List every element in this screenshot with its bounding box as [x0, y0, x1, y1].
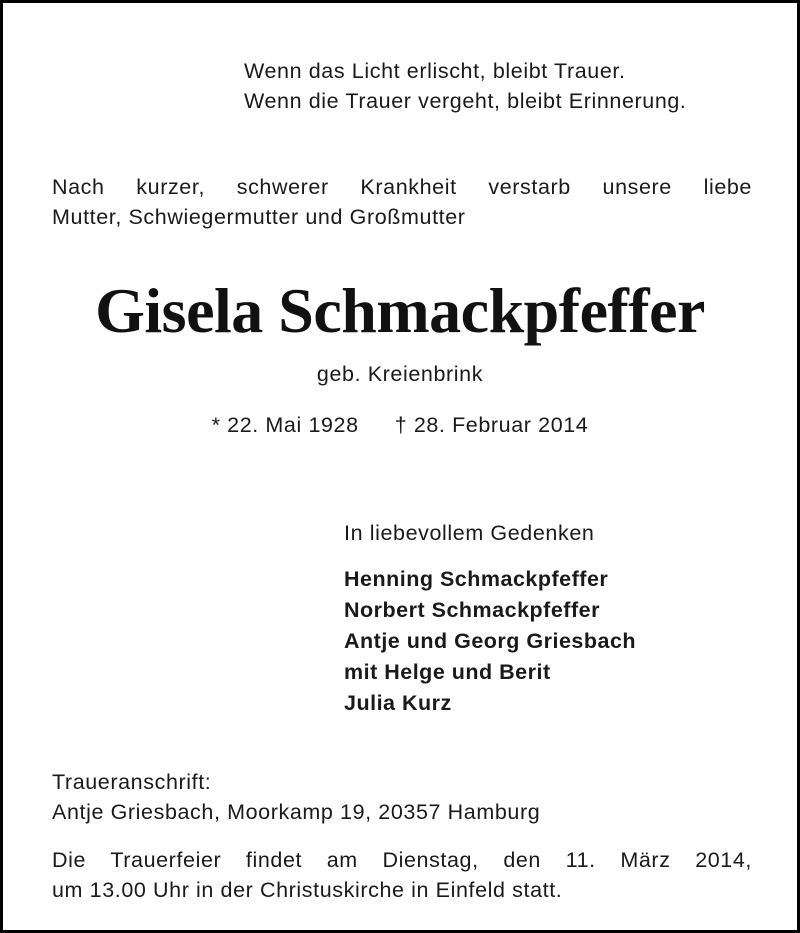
motto-line-2: Wenn die Trauer vergeht, bleibt Erinnerung. [244, 89, 687, 113]
birth-date: * 22. Mai 1928 [211, 413, 359, 437]
birth-name: geb. Kreienbrink [316, 362, 484, 386]
intro-line-1: Nach kurzer, schwerer Krankheit verstarb unsere liebe [52, 175, 752, 199]
mourner-name: Henning Schmackpfeffer [344, 567, 609, 591]
ceremony-line-2: um 13.00 Uhr in der Christuskirche in Einfeld statt. [52, 878, 563, 902]
address-label: Traueranschrift: [52, 770, 212, 794]
mourner-name: Norbert Schmackpfeffer [344, 598, 600, 622]
ceremony-line-1: Die Trauerfeier findet am Dienstag, den 11. März 2014, [52, 848, 752, 872]
mourner-name: Julia Kurz [344, 691, 452, 715]
mourner-name: Antje und Georg Griesbach [344, 629, 637, 653]
deceased-name: Gisela Schmackpfeffer [95, 275, 705, 346]
motto-line-1: Wenn das Licht erlischt, bleibt Trauer. [244, 59, 626, 83]
mourner-name: mit Helge und Berit [344, 660, 551, 684]
intro-line-2: Mutter, Schwiegermutter und Großmutter [52, 205, 466, 229]
address-value: Antje Griesbach, Moorkamp 19, 20357 Hamburg [52, 800, 541, 824]
death-date: † 28. Februar 2014 [394, 413, 589, 437]
mourning-address [52, 767, 540, 827]
mourners-list [344, 564, 636, 719]
intro-text [52, 172, 752, 232]
memory-line: In liebevollem Gedenken [344, 521, 595, 545]
motto-quote [244, 56, 764, 116]
ceremony-info [52, 845, 752, 905]
life-dates [3, 410, 797, 440]
